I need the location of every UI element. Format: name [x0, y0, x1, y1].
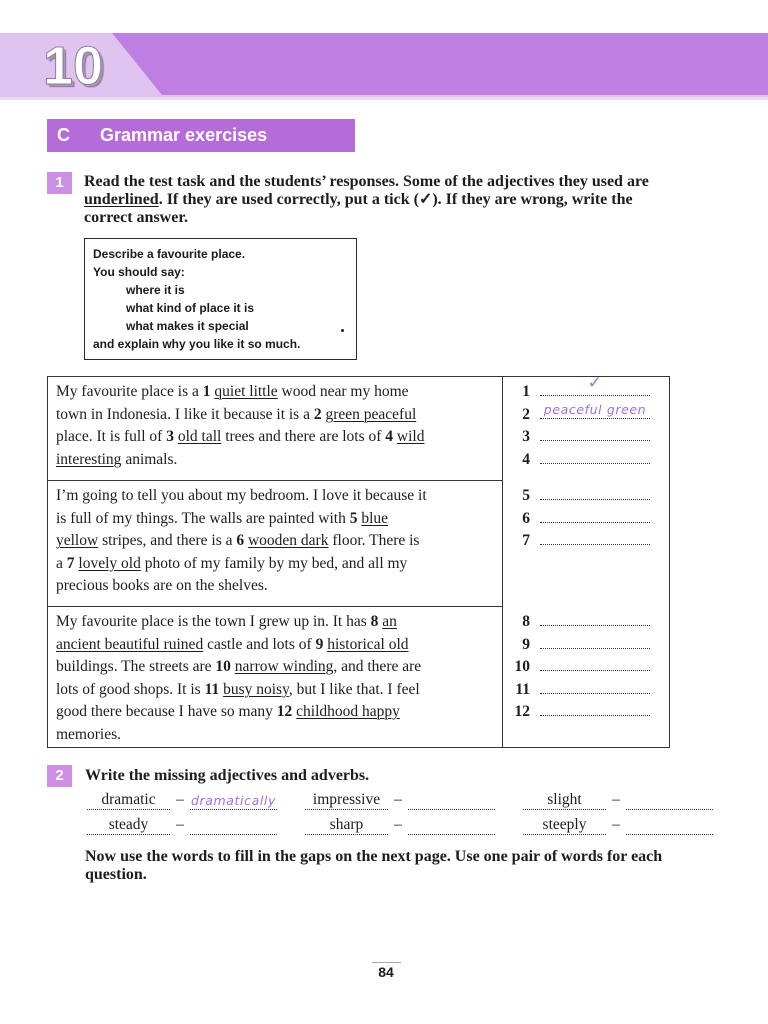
text-line [84, 191, 649, 209]
answer-row [503, 426, 669, 449]
underlined-text: an [382, 613, 397, 630]
question-number: 3 [166, 428, 174, 445]
text-segment: is full of my things. The walls are painted with [56, 509, 350, 527]
text-segment: My favourite place is a [56, 383, 203, 400]
given-word: slight [523, 791, 606, 810]
answer-blank[interactable] [408, 791, 495, 810]
underlined-text: quiet little [214, 383, 278, 400]
task-box [84, 238, 357, 360]
answer-blank[interactable] [626, 816, 713, 835]
question-number: 7 [66, 554, 75, 572]
answer-row [503, 449, 669, 472]
text-line [56, 611, 502, 634]
answer-blank[interactable] [540, 611, 650, 626]
answer-row [503, 634, 669, 657]
page-number: 84 [378, 964, 394, 980]
answer-number: 4 [522, 450, 530, 468]
handwritten-answer: peaceful green [543, 401, 647, 417]
answer-cell [503, 481, 669, 607]
underlined-text: narrow winding [234, 658, 334, 675]
pair-dash: – [394, 816, 402, 833]
question-number: 1 [202, 383, 211, 400]
handwritten-answer: dramatically [190, 793, 277, 808]
unit-banner [0, 0, 768, 102]
text-line [56, 679, 502, 702]
answer-row [503, 373, 669, 404]
text-line [84, 173, 649, 191]
word-pairs-grid [87, 785, 741, 835]
given-word: steeply [523, 816, 606, 835]
text-segment: town in Indonesia. I like it because it is a [56, 405, 314, 423]
underlined-text: childhood happy [296, 703, 400, 720]
section-title: Grammar exercises [100, 125, 268, 145]
pair-dash: – [176, 816, 184, 833]
answer-row [503, 611, 669, 634]
answer-row [503, 508, 669, 531]
given-word: dramatic [87, 791, 170, 810]
text-segment: lots of good shops. It is [56, 680, 205, 698]
text-line [56, 656, 502, 679]
exercise-1-number-badge: 1 [47, 172, 72, 194]
text-segment: stripes, and there is a [98, 532, 237, 549]
answer-number: 11 [515, 680, 530, 698]
word-pair [305, 810, 523, 835]
underlined-text: old tall [177, 428, 222, 445]
answer-number: 12 [514, 703, 530, 720]
underlined-text: ancient beautiful ruined [56, 635, 204, 653]
text-segment: Read the test task and the students’ responses. Some of the adjectives they used are [84, 173, 649, 190]
answer-row [503, 656, 669, 679]
banner-dark-band [112, 33, 768, 95]
word-pair [87, 785, 305, 810]
text-segment: animals. [121, 450, 178, 468]
answer-number: 9 [522, 635, 530, 653]
text-segment: wood near my home [277, 383, 409, 400]
underlined-text: lovely old [78, 554, 141, 572]
answer-number: 6 [522, 509, 530, 527]
exercise-2-instruction: Write the missing adjectives and adverbs. [85, 767, 370, 784]
answer-cell [503, 373, 669, 481]
underlined-text: historical old [327, 635, 409, 653]
answer-number: 8 [522, 613, 530, 630]
task-heading: Describe a favourite place. [93, 247, 246, 261]
task-point: what makes it special [126, 319, 249, 333]
given-word: steady [87, 816, 170, 835]
answer-blank[interactable] [540, 679, 650, 694]
answer-number: 1 [522, 383, 530, 400]
answer-blank[interactable] [190, 791, 277, 810]
answer-blank[interactable] [190, 816, 277, 835]
text-segment: photo of my family by my bed, and all my [140, 554, 408, 572]
answer-blank[interactable] [540, 530, 650, 545]
underlined-text: blue [361, 509, 389, 527]
question-number: 11 [204, 680, 220, 698]
answer-number: 10 [514, 658, 530, 675]
exercise-1-instructions [84, 173, 649, 227]
text-segment: castle and lots of [203, 635, 316, 653]
pair-dash: – [394, 791, 402, 808]
question-number: 9 [315, 635, 324, 653]
answer-number: 5 [522, 487, 530, 504]
text-segment: , and there are [333, 658, 422, 675]
underlined-text: underlined [84, 191, 159, 208]
question-number: 2 [313, 405, 322, 423]
follow-up-line: question. [85, 866, 147, 883]
follow-up-line: Now use the words to fill in the gaps on the next page. Use one pair of words for each [85, 848, 663, 865]
text-segment: place. It is full of [56, 428, 167, 445]
answer-blank[interactable] [540, 449, 650, 464]
given-word: sharp [305, 816, 388, 835]
text-segment: a [56, 554, 67, 572]
word-pair [305, 785, 523, 810]
task-point: where it is [126, 283, 185, 297]
text-line [56, 553, 502, 576]
task-closing: and explain why you like it so much. [93, 337, 301, 351]
answer-blank[interactable] [408, 816, 495, 835]
text-segment: I’m going to tell you about my bedroom. I love it because it [56, 487, 427, 504]
text-line [56, 381, 502, 404]
underlined-text: wild [396, 428, 425, 445]
section-letter: C [57, 125, 70, 145]
word-pair [87, 810, 305, 835]
answer-row [503, 530, 669, 553]
underlined-text: wooden dark [247, 532, 329, 549]
text-line [56, 575, 502, 598]
unit-number: 10 [43, 36, 104, 96]
answer-blank[interactable] [626, 791, 713, 810]
answer-number: 7 [522, 532, 530, 549]
answer-number: 2 [522, 405, 530, 423]
section-header [47, 119, 355, 152]
response-text-cell [48, 481, 503, 607]
text-line [56, 530, 502, 553]
answer-blank[interactable] [540, 701, 650, 716]
question-number: 12 [276, 703, 293, 720]
word-pair [523, 785, 741, 810]
response-text-cell [48, 377, 503, 481]
text-segment: precious books are on the shelves. [56, 577, 268, 594]
text-segment: floor. There is [328, 532, 420, 549]
answer-blank[interactable] [540, 656, 650, 671]
banner-underline [0, 97, 768, 100]
text-line [56, 724, 502, 747]
answer-row [503, 701, 669, 724]
task-point: what kind of place it is [126, 301, 255, 315]
text-segment: correct answer. [84, 209, 188, 226]
text-segment: memories. [56, 725, 121, 743]
underlined-text: yellow [56, 532, 99, 549]
question-number: 5 [349, 509, 358, 527]
text-segment: buildings. The streets are [56, 658, 216, 675]
given-word: impressive [305, 791, 388, 810]
text-line [56, 508, 502, 531]
pair-dash: – [612, 791, 620, 808]
pair-dash: – [612, 816, 620, 833]
text-line [56, 485, 502, 508]
text-segment: , but I like that. I feel [288, 680, 420, 698]
answer-blank[interactable] [540, 426, 650, 441]
question-number: 8 [370, 613, 379, 630]
handwritten-answer: ✓ [587, 373, 603, 393]
follow-up-instruction [85, 848, 662, 884]
question-number: 4 [385, 428, 394, 445]
text-line [56, 449, 502, 472]
underlined-text: busy noisy [223, 680, 289, 698]
question-number: 10 [215, 658, 231, 675]
text-line [56, 634, 502, 657]
text-line [56, 701, 502, 724]
exercise-2-number-badge: 2 [47, 765, 72, 787]
answer-blank[interactable] [540, 485, 650, 500]
question-number: 6 [236, 532, 245, 549]
response-text-cell [48, 607, 503, 747]
responses-table [47, 373, 670, 748]
answer-blank[interactable] [540, 373, 650, 396]
task-prompt: You should say: [93, 265, 185, 279]
answer-row [503, 401, 669, 427]
text-segment: good there because I have so many [56, 703, 277, 720]
underlined-text: green peaceful [325, 405, 417, 423]
text-segment: trees and there are lots of [221, 428, 386, 445]
answer-number: 3 [522, 428, 530, 445]
word-pair [523, 810, 741, 835]
underlined-text: interesting [56, 450, 122, 468]
answer-row [503, 679, 669, 702]
text-line [56, 426, 502, 449]
text-segment: My favourite place is the town I grew up in. It has [56, 613, 371, 630]
answer-blank[interactable] [540, 401, 650, 419]
answer-row [503, 485, 669, 508]
text-line [84, 209, 649, 227]
answer-blank[interactable] [540, 508, 650, 523]
stray-mark [341, 329, 344, 332]
answer-cell [503, 607, 669, 747]
answer-blank[interactable] [540, 634, 650, 649]
text-line [56, 404, 502, 427]
pair-dash: – [176, 791, 184, 808]
text-segment: . If they are used correctly, put a tick (✓). If they are wrong, write the [158, 191, 633, 208]
